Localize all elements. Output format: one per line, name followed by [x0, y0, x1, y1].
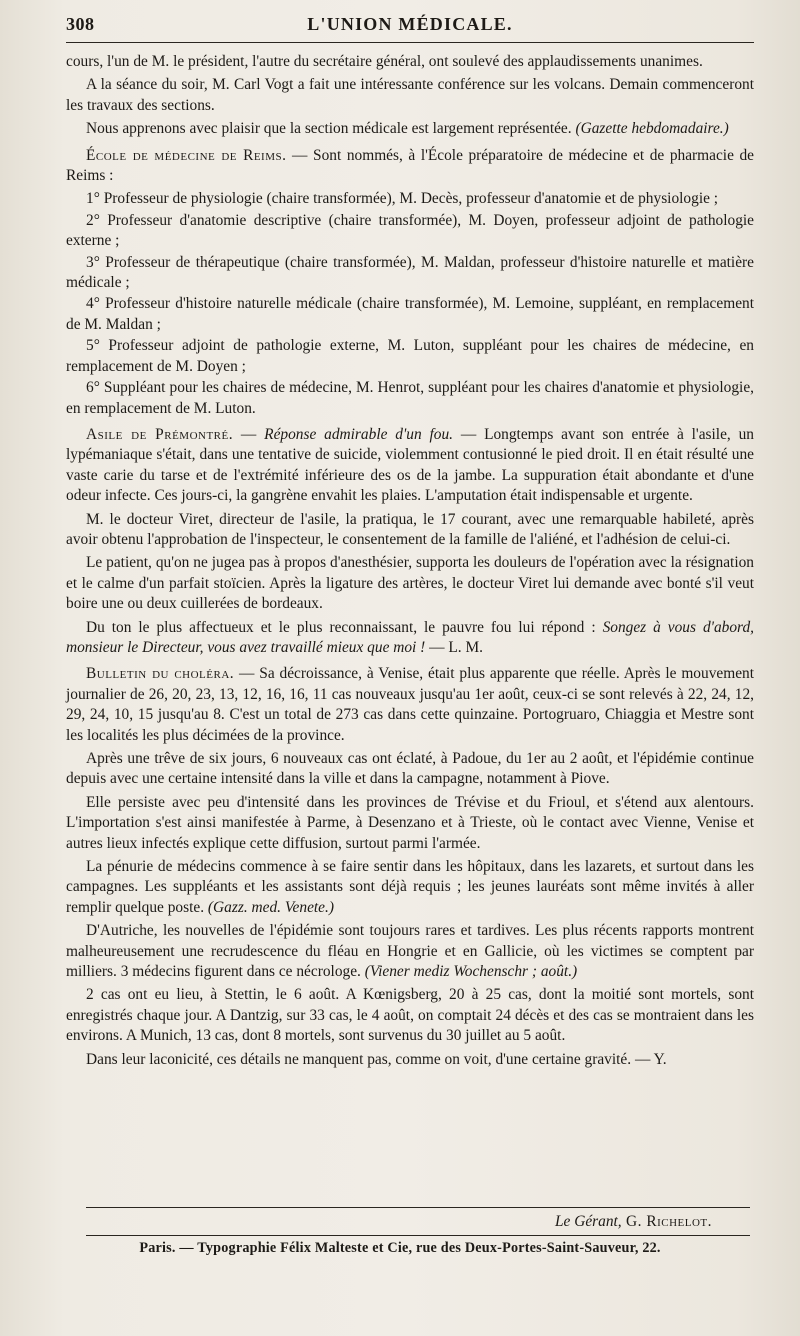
- paragraph-amputation: M. le docteur Viret, directeur de l'asile, la pratiqua, le 17 courant, avec une remarquable habileté, après avoir obtenu l'approbation de l'inspecteur, le consentement de la famille de l'aliéné, et l'adhésion de celui-ci.: [66, 510, 754, 548]
- paragraph-reply: [66, 618, 754, 659]
- section-intro-reims: — Sont nommés, à l'École préparatoire de médecine et de pharmacie de Reims :: [66, 146, 755, 185]
- reply-quote: Songez à vous d'abord, monsieur le Directeur, vous avez travaillé mieux que moi !: [66, 618, 754, 656]
- reims-item-2: 2° Professeur d'anatomie descriptive (chaire transformée), M. Doyen, professeur adjoint de pathologie externe ;: [66, 211, 754, 250]
- printer-imprint: Paris. — Typographie Félix Malteste et Cie, rue des Deux-Portes-Saint-Sauveur, 22.: [139, 1240, 661, 1256]
- running-head: [66, 14, 754, 40]
- source-citation: (Gazette hebdomadaire.): [575, 120, 729, 138]
- source-citation: (Gazz. med. Venete.): [207, 898, 334, 916]
- gerant-name: G. Richelot.: [621, 1213, 712, 1230]
- paragraph-text: Nous apprenons avec plaisir que la section médicale est largement représentée.: [86, 120, 576, 138]
- reims-item-1: 1° Professeur de physiologie (chaire transformée), M. Decès, professeur d'anatomie et de physiologie ;: [86, 190, 719, 208]
- paragraph-section-medicale: [66, 119, 754, 139]
- section-heading-reims: École de médecine de Reims.: [86, 146, 287, 164]
- reims-item-4: 4° Professeur d'histoire naturelle médicale (chaire transformée), M. Lemoine, suppléant, en remplacement de M. Maldan ;: [66, 295, 754, 333]
- page-number: 308: [66, 14, 95, 34]
- paragraph-autriche: [66, 921, 754, 982]
- author-signature: — L. M.: [425, 638, 484, 656]
- paragraph-prusse: 2 cas ont eu lieu, à Stettin, le 6 août. A Kœnigsberg, 20 à 25 cas, dont la moitié sont mortels, sont enregistrés chaque jour. A Dantzig, sur 33 cas, le 4 août, on comptait 24 décès et des cas se montraient dans les environs. A Munich, 13 cas, dont 8 mortels, sont survenus du 30 juillet au 5 août.: [66, 986, 754, 1045]
- paragraph-patient: Le patient, qu'on ne jugea pas à propos d'anesthésier, supporta les douleurs de l'opération avec la résignation et le calme d'un parfait stoïcien. Après la ligature des artères, le docteur Viret lui demande avec bonté s'il veut boire une ou deux cuillerées de bordeaux.: [66, 554, 754, 613]
- paragraph-text: Du ton le plus affectueux et le plus reconnaissant, le pauvre fou lui répond :: [86, 618, 603, 636]
- article-body: [66, 52, 754, 1073]
- footer-rule-bottom: [86, 1235, 750, 1236]
- reims-item-5: 5° Professeur adjoint de pathologie externe, M. Luton, suppléant pour les chaires de médecine, en remplacement de M. Doyen ;: [66, 337, 754, 375]
- paragraph-congress-close: cours, l'un de M. le président, l'autre du secrétaire général, ont soulevé des applaudissements unanimes.: [66, 53, 703, 70]
- section-heading-cholera: Bulletin du choléra.: [86, 665, 235, 683]
- paragraph-padoue: Après une trêve de six jours, 6 nouveaux cas ont éclaté, à Padoue, du 1er au 2 août, et l'épidémie continue depuis avec une certaine intensité dans la ville et dans la campagne, notamment à Piove.: [66, 750, 754, 788]
- section-cholera: [66, 664, 754, 746]
- section-premontre: [66, 425, 754, 507]
- journal-title: L'UNION MÉDICALE.: [307, 14, 513, 34]
- section-heading-premontre: Asile de Prémontré.: [86, 425, 234, 443]
- header-rule: [66, 42, 754, 43]
- section-subtitle-premontre: Réponse admirable d'un fou.: [264, 425, 453, 443]
- paragraph-text: D'Autriche, les nouvelles de l'épidémie sont toujours rares et tardives. Les plus récents rapports montrent malheureusement une recrudescence du fléau en Hongrie et en Gallicie, où les victimes se comptent par milliers. 3 médecins figurent dans ce nécrologe.: [66, 922, 754, 981]
- separator-dash: —: [233, 425, 265, 443]
- reims-item-3: 3° Professeur de thérapeutique (chaire transformée), M. Maldan, professeur d'histoire naturelle et matière médicale ;: [66, 253, 754, 292]
- paragraph-penurie: [66, 857, 754, 918]
- paragraph-text: — Longtemps avant son entrée à l'asile, un lypémaniaque s'était, dans une tentative de suicide, violemment contusionné le pied droit. Il en était résulté une vaste carie du tarse et de l'extrémité inférieure des os de la jambe. La suppuration était abondante et d'une odeur infecte. Ces jours-ci, la gangrène envahit les plaies. L'amputation était indispensable et urgente.: [66, 425, 754, 505]
- paragraph-provinces: Elle persiste avec peu d'intensité dans les provinces de Trévise et du Frioul, et s'étend aux alentours. L'importation s'est ainsi manifestée à Parme, à Desenzano et à Trieste, où le contact avec Vienne, Venise et autres lieux infectés explique cette diffusion, surtout parmi l'armée.: [66, 793, 754, 852]
- paragraph-vogt-conference: A la séance du soir, M. Carl Vogt a fait une intéressante conférence sur les volcans. Demain commenceront les travaux des sections.: [66, 76, 754, 114]
- gerant-signature: [555, 1213, 712, 1231]
- reims-item-6: 6° Suppléant pour les chaires de médecine, M. Henrot, suppléant pour les chaires d'anatomie et physiologie, en remplacement de M. Luton.: [66, 379, 754, 417]
- paragraph-conclusion: Dans leur laconicité, ces détails ne manquent pas, comme on voit, d'une certaine gravité. — Y.: [86, 1050, 667, 1068]
- paragraph-text: La pénurie de médecins commence à se faire sentir dans les hôpitaux, dans les lazarets, et surtout dans les campagnes. Les suppléants et les assistants sont déjà requis ; les jeunes lauréats sont même invités à aller remplir quelque poste.: [66, 858, 754, 916]
- source-citation: (Viener mediz Wochenschr ; août.): [364, 963, 578, 981]
- gerant-label: Le Gérant,: [554, 1213, 622, 1230]
- section-reims: [66, 146, 754, 187]
- footer-rule-top: [86, 1207, 750, 1208]
- paragraph-text: — Sa décroissance, à Venise, était plus apparente que réelle. Après le mouvement journalier de 26, 20, 23, 13, 12, 16, 16, 11 cas nouveaux jusqu'au 1er août, ceux-ci se sont relevés à 22, 24, 12, 29, 24, 10, 15 jusqu'au 8. C'est un total de 273 cas dans cette quinzaine. Portogruaro, Chiaggia et Mestre sont les localités les plus décimées de la province.: [66, 665, 754, 744]
